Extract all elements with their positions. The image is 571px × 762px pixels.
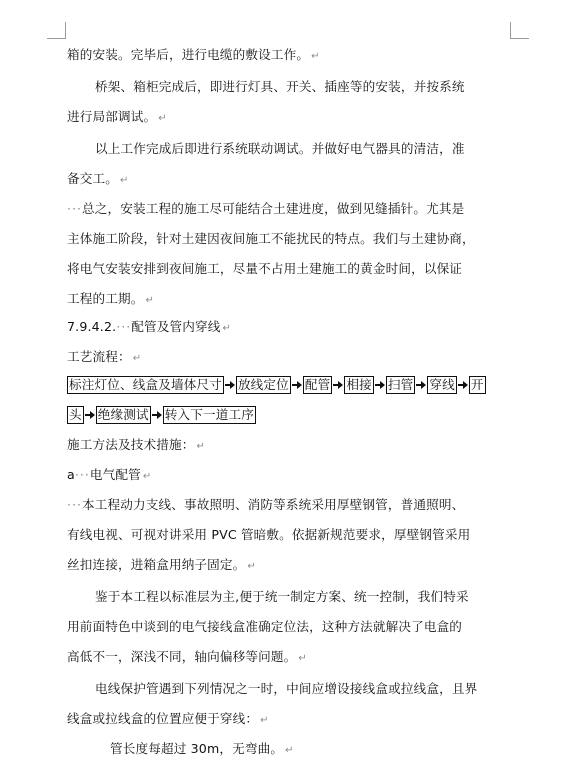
flow-step: 放线定位 — [237, 377, 289, 392]
flow-step: 转入下一道工序 — [164, 407, 254, 422]
text-line: 管长度每超过 30m，无弯曲。 ↵ — [110, 741, 294, 756]
text-line: 工艺流程： ↵ — [67, 349, 142, 364]
arrow-right-icon — [416, 380, 426, 390]
text-line: 线盒或拉线盒的位置应便于穿线： ↵ — [67, 711, 269, 726]
flow-step: 配管 — [304, 377, 331, 392]
text-line: 高低不一，深浅不同，轴向偏移等问题。 ↵ — [67, 649, 307, 664]
subheading: a···电气配管 ↵ — [67, 467, 152, 482]
text-line: 丝扣连接，进箱盒用纳子固定。 ↵ — [67, 557, 256, 572]
text-line: 主体施工阶段，针对土建因夜间施工不能扰民的特点。我们与土建协商， — [67, 231, 475, 246]
flow-step: 扫管 — [387, 377, 414, 392]
flow-step: 标注灯位、线盒及墙体尺寸 — [69, 377, 222, 392]
text-line: 用前面特色中谈到的电气接线盒准确定位法，这种方法就解决了电盒的 — [67, 619, 463, 634]
arrow-right-icon — [375, 380, 385, 390]
text-line: ···总之，安装工程的施工尽可能结合土建进度，做到见缝插针。尤其是 — [67, 201, 465, 216]
flow-step: 相接 — [346, 377, 372, 392]
text-line: 电线保护管遇到下列情况之一时，中间应增设接线盒或拉线盒，且界 — [95, 681, 478, 696]
text-line: 将电气安装安排到夜间施工，尽量不占用土建施工的黄金时间，以保证 — [67, 261, 463, 276]
flow-step: 穿线 — [429, 377, 455, 392]
arrow-right-icon — [292, 380, 302, 390]
flow-step: 头 — [69, 407, 82, 422]
text-line: ···本工程动力支线、事故照明、消防等系统采用厚壁钢管，普通照明、 — [67, 497, 465, 512]
text-line: 桥架、箱柜完成后，即进行灯具、开关、插座等的安装，并按系统 — [95, 79, 465, 94]
section-heading: 7.9.4.2.···配管及管内穿线 ↵ — [67, 319, 232, 334]
flow-step: 开 — [470, 377, 484, 392]
arrow-right-icon — [85, 410, 95, 420]
text-line: 有线电视、可视对讲采用 PVC 管暗敷。依据新规范要求，厚壁钢管采用 — [67, 527, 471, 542]
arrow-right-icon — [333, 380, 343, 390]
text-line: 以上工作完成后即进行系统联动调试。并做好电气器具的清洁，准 — [95, 141, 465, 156]
arrow-right-icon — [458, 380, 468, 390]
crop-mark-top-right — [510, 22, 529, 39]
flow-step: 绝缘测试 — [97, 407, 149, 422]
text-line: 备交工。 ↵ — [67, 171, 129, 186]
process-flow-row-1 — [67, 376, 517, 394]
text-line: 施工方法及技术措施： ↵ — [67, 437, 205, 452]
arrow-right-icon — [152, 410, 162, 420]
crop-mark-top-left — [47, 22, 66, 39]
text-line: 工程的工期。 ↵ — [67, 291, 154, 306]
process-flow-row-2 — [67, 406, 517, 424]
arrow-right-icon — [225, 380, 235, 390]
text-line: 箱的安装。完毕后，进行电缆的敷设工作。 ↵ — [67, 47, 320, 62]
text-line: 进行局部调试。 ↵ — [67, 109, 167, 124]
text-line: 鉴于本工程以标准层为主,便于统一制定方案、统一控制，我们特采 — [95, 589, 469, 604]
